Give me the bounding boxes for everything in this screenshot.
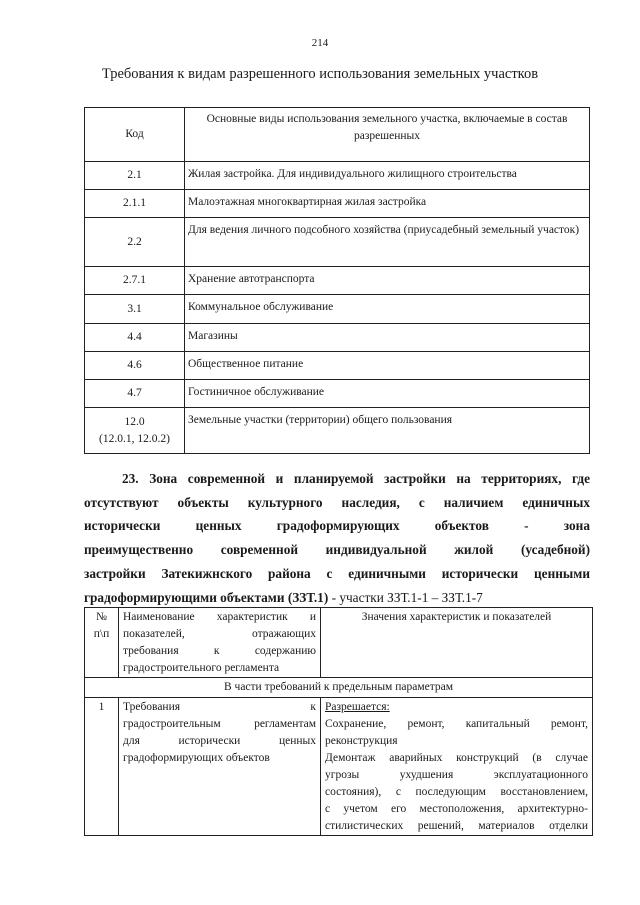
characteristic-line: для исторически ценных [123, 735, 316, 747]
table-row [85, 295, 590, 324]
page-number: 214 [311, 37, 329, 49]
zone-heading-line: исторически ценных градоформирующих объектов - зона [84, 518, 590, 534]
number-abbrev: п\п [93, 628, 110, 640]
zone-heading-line: отсутствуют объекты культурного наследия, с наличием единичных [84, 494, 590, 510]
header-line: показателей, отражающих [123, 628, 316, 640]
zone-parameters-table [84, 607, 593, 836]
use-type-column-header: Основные виды использования земельного участка, включаемые в состав разрешенных [185, 108, 590, 162]
characteristic-cell [119, 698, 321, 836]
allowed-label: Разрешается: [325, 701, 390, 713]
use-code: 4.6 [85, 352, 185, 380]
zone-plots-text: - участки ЗЗТ.1-1 – ЗЗТ.1-7 [328, 589, 483, 605]
use-name: Коммунальное обслуживание [185, 295, 590, 324]
use-name: Земельные участки (территории) общего пользования [185, 408, 590, 454]
use-name: Гостиничное обслуживание [185, 380, 590, 408]
value-line: Сохранение, ремонт, капитальный ремонт, [325, 718, 588, 730]
use-code: 4.7 [85, 380, 185, 408]
use-code: 4.4 [85, 324, 185, 352]
use-name: Хранение автотранспорта [185, 267, 590, 295]
table-row [85, 408, 590, 454]
characteristic-line: градоформирующих объектов [123, 752, 270, 764]
value-column-header: Значения характеристик и показателей [321, 608, 593, 678]
use-code: 2.1 [85, 162, 185, 190]
table-row [85, 267, 590, 295]
use-code: 2.1.1 [85, 190, 185, 218]
header-line: Наименование характеристик и [123, 611, 316, 623]
use-name: Для ведения личного подсобного хозяйства (приусадебный земельный участок) [185, 218, 590, 267]
header-line: градостроительного регламента [123, 662, 280, 674]
permitted-uses-table [84, 107, 590, 454]
zone-heading-line: 23. Зона современной и планируемой застройки на территориях, где [122, 471, 590, 486]
use-code: 2.7.1 [85, 267, 185, 295]
use-code-main: 12.0 [124, 415, 145, 428]
table-row [85, 162, 590, 190]
number-sign: № [96, 611, 107, 623]
zone-code-text: градоформирующими объектами (ЗЗТ.1) [84, 589, 329, 605]
zone-heading-line: застройки Затекижнского района с единичными исторически ценными [84, 565, 590, 581]
table-row [85, 698, 593, 836]
use-code: 3.1 [85, 295, 185, 324]
table-row [85, 324, 590, 352]
use-code-sub: (12.0.1, 12.0.2) [99, 432, 170, 445]
characteristic-line: градостроительным регламентам [123, 718, 316, 730]
characteristic-line: Требования к [123, 701, 316, 713]
value-line: Демонтаж аварийных конструкций (в случае [325, 752, 588, 764]
use-name: Малоэтажная многоквартирная жилая застройка [185, 190, 590, 218]
code-column-header: Код [85, 108, 185, 162]
use-code: 2.2 [85, 218, 185, 267]
table-row [85, 190, 590, 218]
use-code [85, 408, 185, 454]
table-header-row [85, 108, 590, 162]
row-number: 1 [85, 698, 119, 836]
document-title: Требования к видам разрешенного использования земельных участков [101, 66, 539, 82]
table-row [85, 352, 590, 380]
value-line: с учетом его местоположения, архитектурно- [325, 803, 588, 815]
use-name: Общественное питание [185, 352, 590, 380]
characteristic-column-header [119, 608, 321, 678]
value-line: состояния), с последующим восстановлением, [325, 786, 588, 798]
value-line: стилистических решений, материалов отделки [325, 820, 588, 832]
use-name: Магазины [185, 324, 590, 352]
value-line: реконструкция [325, 735, 398, 747]
zone-heading-line [84, 586, 590, 610]
zone-heading [84, 467, 590, 609]
use-name: Жилая застройка. Для индивидуального жилищного строительства [185, 162, 590, 190]
value-cell [321, 698, 593, 836]
section-row [85, 678, 593, 698]
table-row [85, 380, 590, 408]
number-column-header [85, 608, 119, 678]
value-line: угрозы ухудшения эксплуатационного [325, 769, 588, 781]
zone-heading-line: преимущественно современной индивидуальной жилой (усадебной) [84, 542, 590, 558]
header-line: требования к содержанию [123, 645, 316, 657]
table-row [85, 218, 590, 267]
table-header-row [85, 608, 593, 678]
section-title: В части требований к предельным параметрам [85, 678, 593, 698]
